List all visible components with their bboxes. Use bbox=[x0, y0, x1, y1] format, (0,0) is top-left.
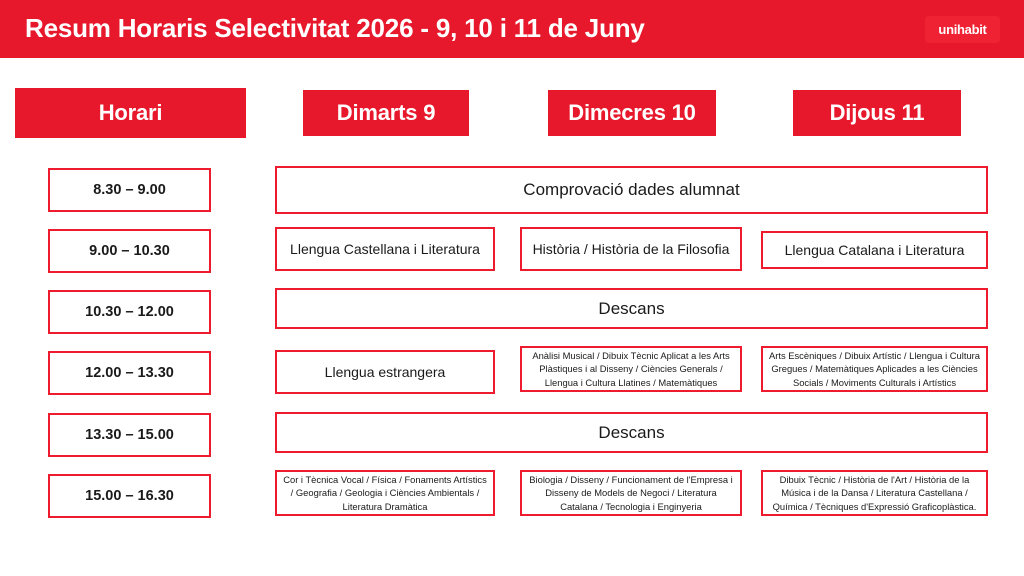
time-slot-label: 13.30 – 15.00 bbox=[85, 426, 174, 443]
schedule-cell-text: Llengua Castellana i Literatura bbox=[290, 240, 480, 257]
time-slot-cell bbox=[48, 413, 211, 457]
unihabit-logo bbox=[925, 16, 1000, 43]
schedule-cell-span bbox=[275, 412, 988, 453]
column-header-dimecres bbox=[548, 90, 716, 136]
schedule-cell-text: Descans bbox=[598, 422, 665, 442]
schedule-cell-dimecres bbox=[520, 227, 742, 271]
time-slot-cell bbox=[48, 168, 211, 212]
column-header-label: Dijous 11 bbox=[829, 100, 925, 125]
time-slot-cell bbox=[48, 474, 211, 518]
column-header-label: Dimarts 9 bbox=[336, 100, 436, 125]
schedule-cell-dimarts bbox=[275, 470, 495, 516]
time-slot-label: 12.00 – 13.30 bbox=[85, 364, 174, 381]
schedule-cell-text: Comprovació dades alumnat bbox=[523, 180, 740, 200]
schedule-cell-dimecres bbox=[520, 346, 742, 392]
schedule-cell-dimarts bbox=[275, 350, 495, 394]
schedule-cell-span bbox=[275, 166, 988, 214]
logo-label: unihabit bbox=[938, 22, 987, 37]
header-banner bbox=[0, 0, 1024, 58]
column-header-horari bbox=[15, 88, 246, 138]
schedule-cell-text: Dibuix Tècnic / Història de l'Art / Història de la Música i de la Dansa / Literatura Castellana / Química / Tècniques d'Expressió Graficoplàstica. bbox=[772, 473, 977, 512]
schedule-cell-dimecres bbox=[520, 470, 742, 516]
time-slot-cell bbox=[48, 290, 211, 334]
time-slot-label: 9.00 – 10.30 bbox=[89, 242, 170, 259]
schedule-cell-text: Llengua estrangera bbox=[324, 363, 446, 380]
column-header-dimarts bbox=[303, 90, 469, 136]
schedule-cell-text: Anàlisi Musical / Dibuix Tècnic Aplicat a les Arts Plàstiques i al Disseny / Ciències Generals / Llengua i Cultura Llatines / Matemàtiques bbox=[532, 349, 730, 388]
schedule-cell-dijous bbox=[761, 231, 988, 269]
page-title: Resum Horaris Selectivitat 2026 - 9, 10 i 11 de Juny bbox=[25, 13, 645, 43]
schedule-cell-text: Descans bbox=[598, 298, 665, 318]
time-slot-label: 10.30 – 12.00 bbox=[85, 303, 174, 320]
column-header-label: Dimecres 10 bbox=[568, 100, 696, 125]
column-header-dijous bbox=[793, 90, 961, 136]
time-slot-cell bbox=[48, 351, 211, 395]
schedule-cell-text: Llengua Catalana i Literatura bbox=[784, 241, 965, 258]
time-slot-label: 15.00 – 16.30 bbox=[85, 487, 174, 504]
schedule-cell-span bbox=[275, 288, 988, 329]
schedule-cell-dimarts bbox=[275, 227, 495, 271]
schedule-cell-text: Cor i Tècnica Vocal / Física / Fonaments Artístics / Geografia / Geologia i Ciències Ambientals / Literatura Dramàtica bbox=[283, 473, 487, 512]
schedule-cell-text: Biologia / Disseny / Funcionament de l'Empresa i Disseny de Models de Negoci / Literatura Catalana / Tecnologia i Enginyeria bbox=[529, 473, 733, 512]
time-slot-cell bbox=[48, 229, 211, 273]
column-header-label: Horari bbox=[98, 100, 163, 125]
time-slot-label: 8.30 – 9.00 bbox=[93, 181, 166, 198]
schedule-cell-dijous bbox=[761, 470, 988, 516]
schedule-cell-dijous bbox=[761, 346, 988, 392]
schedule-cell-text: Arts Escèniques / Dibuix Artístic / Llengua i Cultura Gregues / Matemàtiques Aplicades a les Ciències Socials / Moviments Culturals i Artístics bbox=[768, 349, 981, 388]
schedule-cell-text: Història / Història de la Filosofia bbox=[532, 240, 730, 257]
